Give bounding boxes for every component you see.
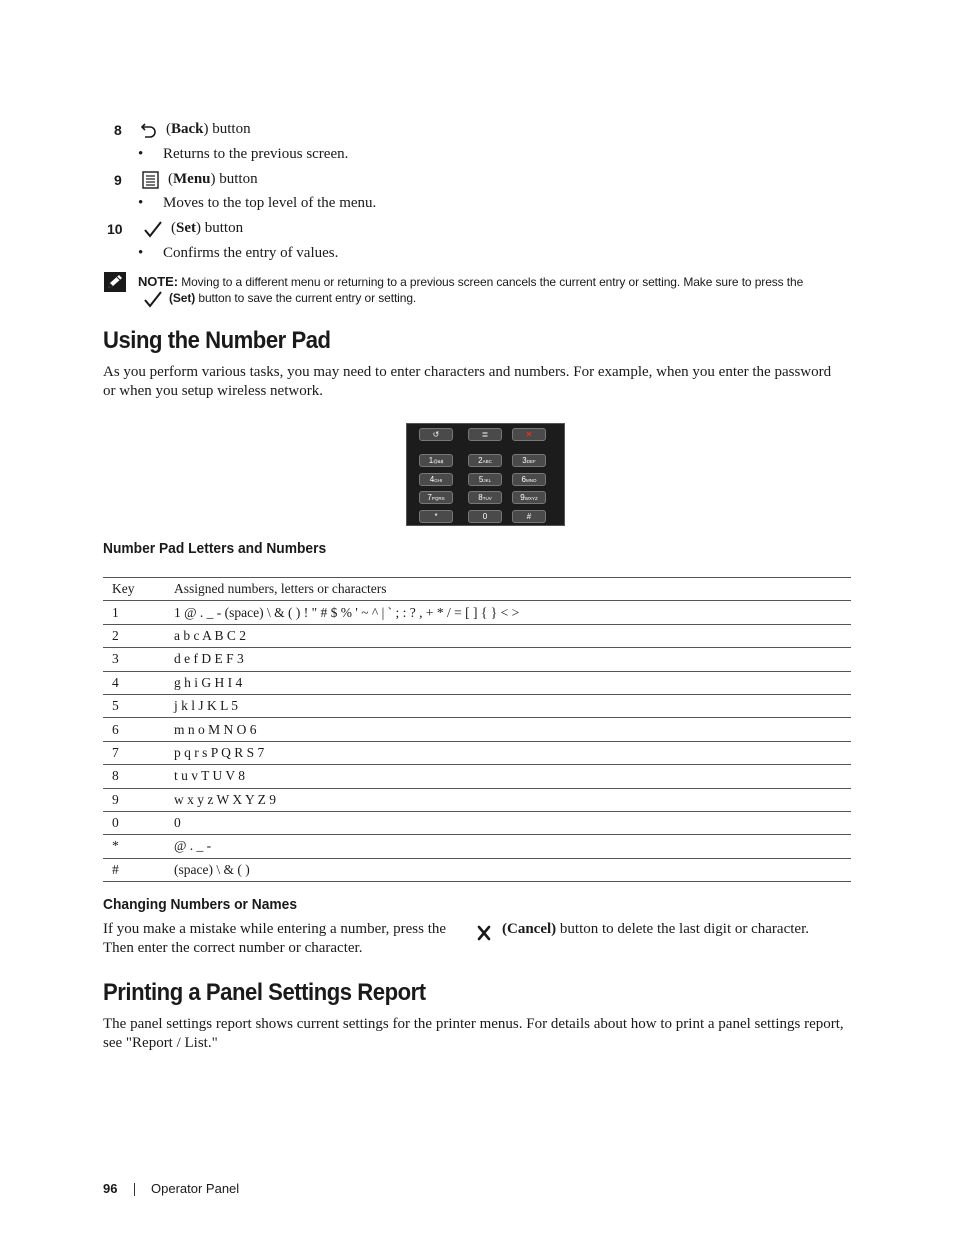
table-header-assigned: Assigned numbers, letters or characters xyxy=(174,578,851,601)
key-0: 0 xyxy=(468,510,502,523)
table-row: 0 0 xyxy=(103,811,851,834)
menu-key: ≣ xyxy=(468,428,502,441)
table-row: 9 w x y z W X Y Z 9 xyxy=(103,788,851,811)
key-hash: # xyxy=(512,510,546,523)
table-row: 8 t u v T U V 8 xyxy=(103,765,851,788)
table-row: 3 d e f D E F 3 xyxy=(103,648,851,671)
key-8: 8TUV xyxy=(468,491,502,504)
key-assignment-table xyxy=(103,577,851,882)
table-row: 6 m n o M N O 6 xyxy=(103,718,851,741)
menu-icon xyxy=(141,170,161,190)
note-line-1: NOTE: Moving to a different menu or returning to a previous screen cancels the current entry or setting. Make sure to press the xyxy=(138,274,804,289)
key-1: 1@&$ xyxy=(419,454,453,467)
table-row: 2 a b c A B C 2 xyxy=(103,624,851,647)
table-row: * @ . _ - xyxy=(103,835,851,858)
changing-paragraph-line-1-end: (Cancel) button to delete the last digit or character. xyxy=(502,921,809,937)
back-key: ↺ xyxy=(419,428,453,441)
set-button-label: (Set) button xyxy=(171,220,244,236)
subsection-heading: Number Pad Letters and Numbers xyxy=(103,540,327,557)
bullet: • xyxy=(138,195,144,211)
key-9: 9WXYZ xyxy=(512,491,546,504)
changing-paragraph-line-2: Then enter the correct number or character. xyxy=(103,940,363,956)
section-heading: Using the Number Pad xyxy=(103,327,331,354)
note-pencil-icon xyxy=(104,272,126,292)
table-row: 1 1 @ . _ - (space) \ & ( ) ! " # $ % ' ~ ^ | ` ; : ? , + * / = [ ] { } < > xyxy=(103,601,851,624)
bullet-text: Moves to the top level of the menu. xyxy=(163,195,377,211)
checkmark-icon xyxy=(143,290,163,308)
footer-section-title: Operator Panel xyxy=(151,1181,240,1196)
checkmark-icon xyxy=(143,219,163,239)
note-line-2: (Set) button to save the current entry or setting. xyxy=(169,291,417,305)
item-number: 10 xyxy=(107,221,123,237)
item-number: 9 xyxy=(114,172,122,188)
number-pad-image xyxy=(406,423,565,526)
key-6: 6MNO xyxy=(512,473,546,486)
bullet-text: Confirms the entry of values. xyxy=(163,245,339,261)
table-header-key: Key xyxy=(103,578,174,601)
item-number: 8 xyxy=(114,122,122,138)
section-paragraph: The panel settings report shows current settings for the printer menus. For details about how to print a panel settings report, see "Report / List." xyxy=(103,1016,844,1051)
back-icon xyxy=(139,120,159,140)
footer-divider xyxy=(134,1183,135,1196)
key-star: * xyxy=(419,510,453,523)
table-row: 7 p q r s P Q R S 7 xyxy=(103,741,851,764)
bullet-text: Returns to the previous screen. xyxy=(163,146,349,162)
section-heading: Printing a Panel Settings Report xyxy=(103,979,426,1006)
cancel-key: ✕ xyxy=(512,428,546,441)
page-number: 96 xyxy=(103,1181,118,1196)
changing-paragraph-line-1: If you make a mistake while entering a number, press the xyxy=(103,921,447,937)
table-row: 5 j k l J K L 5 xyxy=(103,694,851,717)
key-3: 3DEF xyxy=(512,454,546,467)
back-button-label: (Back) button xyxy=(166,121,251,137)
subsection-heading: Changing Numbers or Names xyxy=(103,896,298,913)
table-header-row xyxy=(103,578,851,601)
section-paragraph: As you perform various tasks, you may need to enter characters and numbers. For example, when you enter the password or when you setup wireless network. xyxy=(103,364,832,399)
cancel-icon xyxy=(476,925,492,941)
table-row: # (space) \ & ( ) xyxy=(103,858,851,881)
menu-button-label: (Menu) button xyxy=(168,171,258,187)
key-4: 4GHI xyxy=(419,473,453,486)
table-row: 4 g h i G H I 4 xyxy=(103,671,851,694)
key-5: 5JKL xyxy=(468,473,502,486)
key-7: 7PQRS xyxy=(419,491,453,504)
bullet: • xyxy=(138,245,144,261)
key-2: 2ABC xyxy=(468,454,502,467)
bullet: • xyxy=(138,146,144,162)
